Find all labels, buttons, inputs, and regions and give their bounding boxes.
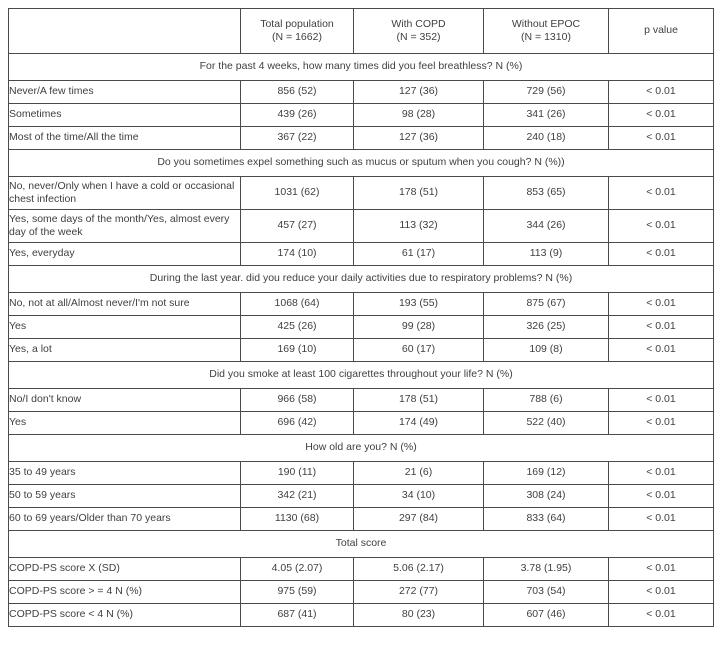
- cell-without-epoc: 729 (56): [484, 81, 609, 104]
- table-row: [9, 604, 714, 627]
- cell-p-value: < 0.01: [609, 339, 714, 362]
- cell-total-population: 457 (27): [241, 210, 354, 243]
- cell-without-epoc: 607 (46): [484, 604, 609, 627]
- row-label-cell: 60 to 69 years/Older than 70 years: [9, 508, 241, 531]
- cell-total-population: 856 (52): [241, 81, 354, 104]
- header-cell-without_epoc: [484, 9, 609, 54]
- cell-total-population: 1130 (68): [241, 508, 354, 531]
- table-row: [9, 127, 714, 150]
- header-title: Without EPOC: [511, 17, 581, 30]
- cell-total-population: 367 (22): [241, 127, 354, 150]
- cell-p-value: < 0.01: [609, 485, 714, 508]
- row-label-cell: Most of the time/All the time: [9, 127, 241, 150]
- section-title: Total score: [9, 531, 714, 558]
- cell-with-copd: 127 (36): [354, 81, 484, 104]
- table-row: [9, 558, 714, 581]
- row-label-cell: COPD-PS score < 4 N (%): [9, 604, 241, 627]
- cell-without-epoc: 522 (40): [484, 412, 609, 435]
- cell-with-copd: 5.06 (2.17): [354, 558, 484, 581]
- table-row: [9, 104, 714, 127]
- cell-with-copd: 34 (10): [354, 485, 484, 508]
- table-row: [9, 81, 714, 104]
- cell-p-value: < 0.01: [609, 316, 714, 339]
- cell-total-population: 169 (10): [241, 339, 354, 362]
- row-label-cell: Yes, everyday: [9, 243, 241, 266]
- cell-with-copd: 178 (51): [354, 177, 484, 210]
- cell-with-copd: 21 (6): [354, 462, 484, 485]
- cell-p-value: < 0.01: [609, 581, 714, 604]
- table-row: [9, 316, 714, 339]
- cell-p-value: < 0.01: [609, 293, 714, 316]
- cell-without-epoc: 109 (8): [484, 339, 609, 362]
- row-label-cell: COPD-PS score > = 4 N (%): [9, 581, 241, 604]
- table-row: [9, 177, 714, 210]
- header-subtitle: (N = 352): [396, 31, 441, 43]
- cell-total-population: 425 (26): [241, 316, 354, 339]
- header-cell-with_copd: [354, 9, 484, 54]
- row-label-cell: Yes: [9, 412, 241, 435]
- cell-total-population: 4.05 (2.07): [241, 558, 354, 581]
- cell-p-value: < 0.01: [609, 604, 714, 627]
- cell-p-value: < 0.01: [609, 127, 714, 150]
- cell-with-copd: 127 (36): [354, 127, 484, 150]
- table-row: [9, 462, 714, 485]
- cell-without-epoc: 344 (26): [484, 210, 609, 243]
- row-label-cell: Yes, a lot: [9, 339, 241, 362]
- section-header-row: [9, 435, 714, 462]
- cell-without-epoc: 703 (54): [484, 581, 609, 604]
- row-label-cell: Never/A few times: [9, 81, 241, 104]
- cell-with-copd: 113 (32): [354, 210, 484, 243]
- cell-total-population: 1031 (62): [241, 177, 354, 210]
- cell-with-copd: 61 (17): [354, 243, 484, 266]
- row-label-cell: Sometimes: [9, 104, 241, 127]
- row-label-cell: COPD-PS score X (SD): [9, 558, 241, 581]
- cell-p-value: < 0.01: [609, 243, 714, 266]
- section-header-row: [9, 54, 714, 81]
- table-row: [9, 293, 714, 316]
- table-row: [9, 485, 714, 508]
- cell-p-value: < 0.01: [609, 558, 714, 581]
- cell-with-copd: 297 (84): [354, 508, 484, 531]
- cell-without-epoc: 788 (6): [484, 389, 609, 412]
- cell-without-epoc: 326 (25): [484, 316, 609, 339]
- cell-total-population: 975 (59): [241, 581, 354, 604]
- statistics-table-container: [8, 8, 713, 627]
- row-label-cell: No, not at all/Almost never/I'm not sure: [9, 293, 241, 316]
- header-cell-total: [241, 9, 354, 54]
- section-header-row: [9, 266, 714, 293]
- cell-p-value: < 0.01: [609, 389, 714, 412]
- cell-without-epoc: 169 (12): [484, 462, 609, 485]
- cell-without-epoc: 308 (24): [484, 485, 609, 508]
- cell-with-copd: 99 (28): [354, 316, 484, 339]
- cell-with-copd: 60 (17): [354, 339, 484, 362]
- cell-with-copd: 272 (77): [354, 581, 484, 604]
- cell-total-population: 342 (21): [241, 485, 354, 508]
- table-row: [9, 581, 714, 604]
- section-title: Did you smoke at least 100 cigarettes throughout your life? N (%): [9, 362, 714, 389]
- section-title: How old are you? N (%): [9, 435, 714, 462]
- header-title: With COPD: [391, 17, 446, 30]
- row-label-cell: No, never/Only when I have a cold or occasional chest infection: [9, 177, 241, 210]
- row-label-cell: Yes, some days of the month/Yes, almost every day of the week: [9, 210, 241, 243]
- header-subtitle: (N = 1310): [521, 31, 571, 43]
- table-header-row: [9, 9, 714, 54]
- cell-with-copd: 174 (49): [354, 412, 484, 435]
- cell-p-value: < 0.01: [609, 81, 714, 104]
- cell-total-population: 696 (42): [241, 412, 354, 435]
- row-label-cell: 50 to 59 years: [9, 485, 241, 508]
- row-label-cell: No/I don't know: [9, 389, 241, 412]
- section-title: For the past 4 weeks, how many times did you feel breathless? N (%): [9, 54, 714, 81]
- table-row: [9, 508, 714, 531]
- cell-total-population: 966 (58): [241, 389, 354, 412]
- cell-total-population: 190 (11): [241, 462, 354, 485]
- cell-without-epoc: 3.78 (1.95): [484, 558, 609, 581]
- header-cell-pvalue: [609, 9, 714, 54]
- section-title: Do you sometimes expel something such as mucus or sputum when you cough? N (%)): [9, 150, 714, 177]
- section-header-row: [9, 150, 714, 177]
- cell-without-epoc: 113 (9): [484, 243, 609, 266]
- cell-p-value: < 0.01: [609, 412, 714, 435]
- cell-p-value: < 0.01: [609, 210, 714, 243]
- cell-total-population: 174 (10): [241, 243, 354, 266]
- row-label-cell: 35 to 49 years: [9, 462, 241, 485]
- copd-statistics-table: [8, 8, 714, 627]
- header-subtitle: (N = 1662): [272, 31, 322, 43]
- cell-total-population: 687 (41): [241, 604, 354, 627]
- cell-without-epoc: 341 (26): [484, 104, 609, 127]
- table-row: [9, 389, 714, 412]
- cell-with-copd: 80 (23): [354, 604, 484, 627]
- table-row: [9, 210, 714, 243]
- cell-total-population: 1068 (64): [241, 293, 354, 316]
- cell-p-value: < 0.01: [609, 177, 714, 210]
- cell-with-copd: 98 (28): [354, 104, 484, 127]
- table-row: [9, 339, 714, 362]
- cell-total-population: 439 (26): [241, 104, 354, 127]
- header-title: p value: [644, 24, 678, 37]
- table-row: [9, 243, 714, 266]
- row-label-cell: Yes: [9, 316, 241, 339]
- cell-p-value: < 0.01: [609, 508, 714, 531]
- cell-without-epoc: 240 (18): [484, 127, 609, 150]
- cell-without-epoc: 853 (65): [484, 177, 609, 210]
- section-header-row: [9, 362, 714, 389]
- table-row: [9, 412, 714, 435]
- cell-with-copd: 193 (55): [354, 293, 484, 316]
- header-cell-blank: [9, 9, 241, 54]
- section-header-row: [9, 531, 714, 558]
- cell-with-copd: 178 (51): [354, 389, 484, 412]
- cell-p-value: < 0.01: [609, 462, 714, 485]
- section-title: During the last year. did you reduce your daily activities due to respiratory problems? N (%): [9, 266, 714, 293]
- cell-p-value: < 0.01: [609, 104, 714, 127]
- cell-without-epoc: 833 (64): [484, 508, 609, 531]
- cell-without-epoc: 875 (67): [484, 293, 609, 316]
- header-title: Total population: [260, 17, 334, 30]
